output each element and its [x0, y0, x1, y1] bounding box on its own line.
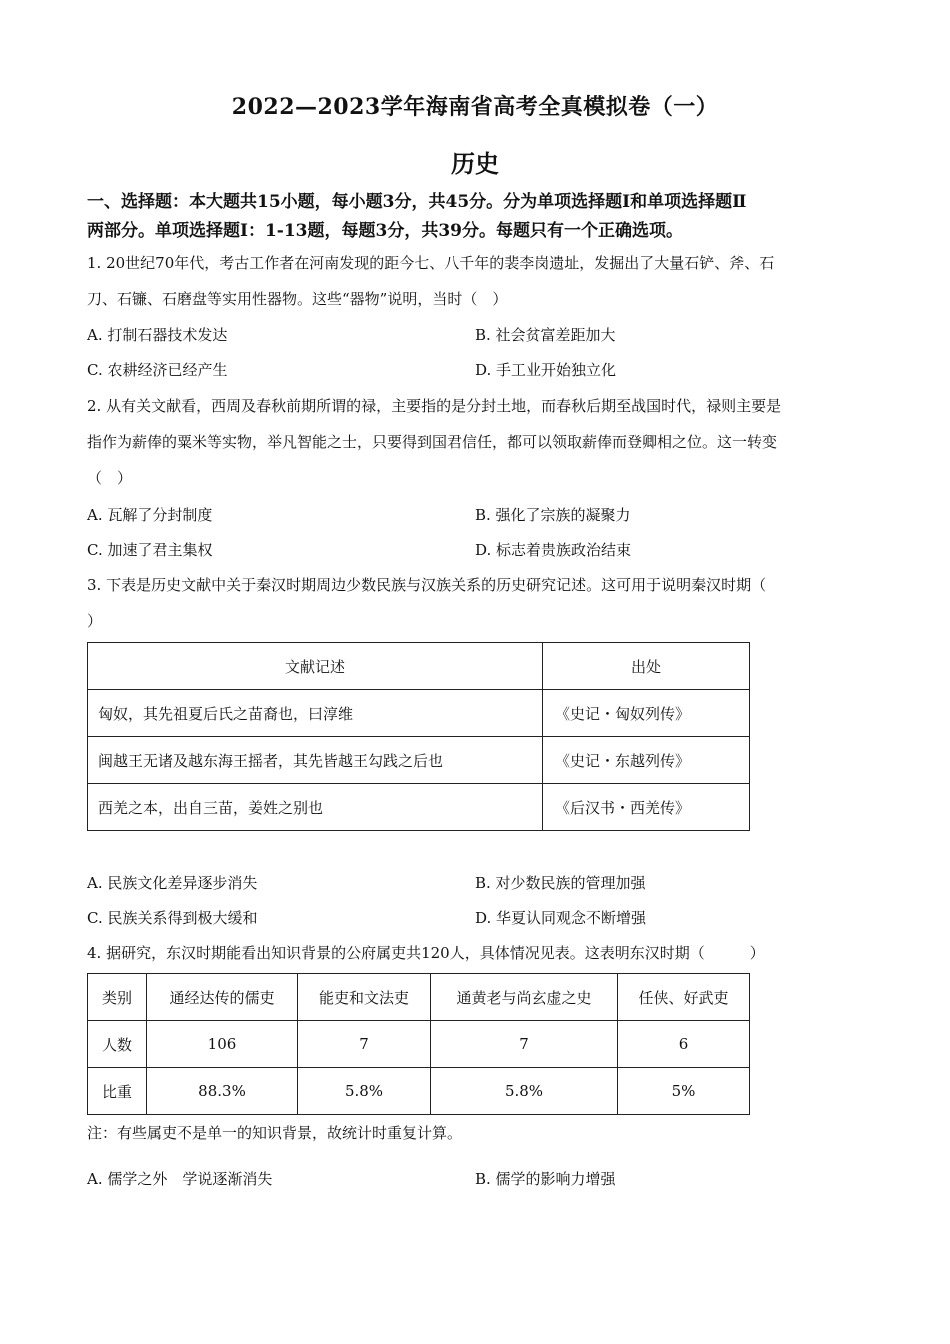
q4-cell: 任侠、好武吏: [618, 974, 750, 1021]
q4-cell: 比重: [88, 1068, 147, 1115]
q3-table: [87, 642, 750, 831]
table-row: [88, 784, 750, 831]
table-row: [88, 1021, 750, 1068]
q4-cell: 106: [147, 1021, 298, 1068]
q4-cell: 7: [298, 1021, 431, 1068]
q2-stem-line-2: 指作为薪俸的粟米等实物，举凡智能之士，只要得到国君信任，都可以领取薪俸而登卿相之位。这一转变: [87, 433, 778, 451]
q3-option-b: B. 对少数民族的管理加强: [475, 874, 646, 892]
exam-title: 2022—2023学年海南省高考全真模拟卷（一）: [231, 94, 719, 120]
q3-stem-line-2: ）: [87, 612, 103, 630]
q3-cell-record: 闽越王无诸及越东海王摇者，其先皆越王勾践之后也: [88, 737, 543, 784]
q1-stem-line-1: 1. 20世纪70年代，考古工作者在河南发现的距今七、八千年的裴李岗遗址，发掘出了大量石铲、斧、石: [87, 254, 775, 272]
q1-stem-line-2: 刀、石镰、石磨盘等实用性器物。这些“器物”说明，当时（ ）: [87, 290, 508, 308]
q4-table: [87, 973, 750, 1115]
q4-table-note: 注：有些属吏不是单一的知识背景，故统计时重复计算。: [87, 1124, 463, 1142]
q4-cell: 88.3%: [147, 1068, 298, 1115]
q1-option-b: B. 社会贫富差距加大: [475, 326, 616, 344]
q4-cell: 5.8%: [298, 1068, 431, 1115]
q3-cell-source: 《史记・匈奴列传》: [543, 690, 750, 737]
q3-header-cell: 出处: [543, 643, 750, 690]
q2-option-b: B. 强化了宗族的凝聚力: [475, 506, 631, 524]
q4-cell: 人数: [88, 1021, 147, 1068]
q1-option-c: C. 农耕经济已经产生: [87, 361, 228, 379]
table-row: [88, 690, 750, 737]
q3-option-d: D. 华夏认同观念不断增强: [475, 909, 647, 927]
section-line-1: 一、选择题：本大题共15小题，每小题3分，共45分。分为单项选择题Ⅰ和单项选择题Ⅱ: [87, 192, 747, 212]
q3-header-cell: 文献记述: [88, 643, 543, 690]
q4-cell: 6: [618, 1021, 750, 1068]
subject-title: 历史: [451, 149, 499, 178]
section-instructions: [87, 188, 862, 246]
q2-option-c: C. 加速了君主集权: [87, 541, 213, 559]
q3-cell-record: 匈奴，其先祖夏后氏之苗裔也，曰淳维: [88, 690, 543, 737]
q4-cell: 通黄老与尚玄虚之史: [431, 974, 618, 1021]
q3-option-c: C. 民族关系得到极大缓和: [87, 909, 258, 927]
q4-cell: 5%: [618, 1068, 750, 1115]
table-row: [88, 737, 750, 784]
q4-option-b: B. 儒学的影响力增强: [475, 1170, 616, 1188]
q4-option-a: A. 儒学之外 学说逐渐消失: [87, 1170, 273, 1188]
q3-table-header: [88, 643, 750, 690]
q4-cell: 7: [431, 1021, 618, 1068]
q4-cell: 5.8%: [431, 1068, 618, 1115]
q1-option-a: A. 打制石器技术发达: [87, 326, 228, 344]
q4-cell: 类别: [88, 974, 147, 1021]
table-row: [88, 1068, 750, 1115]
q2-stem-line-1: 2. 从有关文献看，西周及春秋前期所谓的禄，主要指的是分封土地，而春秋后期至战国时代，禄则主要是: [87, 397, 782, 415]
q3-stem-line-1: 3. 下表是历史文献中关于秦汉时期周边少数民族与汉族关系的历史研究记述。这可用于说明秦汉时期（: [87, 576, 767, 594]
q4-stem-line-1: 4. 据研究，东汉时期能看出知识背景的公府属吏共120人，具体情况见表。这表明东汉时期（ ）: [87, 944, 765, 962]
q2-option-d: D. 标志着贵族政治结束: [475, 541, 632, 559]
section-line-2: 两部分。单项选择题Ⅰ：1-13题，每题3分，共39分。每题只有一个正确选项。: [87, 221, 683, 241]
q4-cell: 通经达传的儒吏: [147, 974, 298, 1021]
q3-cell-record: 西羌之本，出自三苗，姜姓之别也: [88, 784, 543, 831]
q3-cell-source: 《后汉书・西羌传》: [543, 784, 750, 831]
table-row: [88, 974, 750, 1021]
q4-cell: 能吏和文法吏: [298, 974, 431, 1021]
q1-option-d: D. 手工业开始独立化: [475, 361, 617, 379]
q3-option-a: A. 民族文化差异逐步消失: [87, 874, 258, 892]
q3-cell-source: 《史记・东越列传》: [543, 737, 750, 784]
q2-option-a: A. 瓦解了分封制度: [87, 506, 213, 524]
q2-stem-line-3: （ ）: [87, 469, 133, 487]
